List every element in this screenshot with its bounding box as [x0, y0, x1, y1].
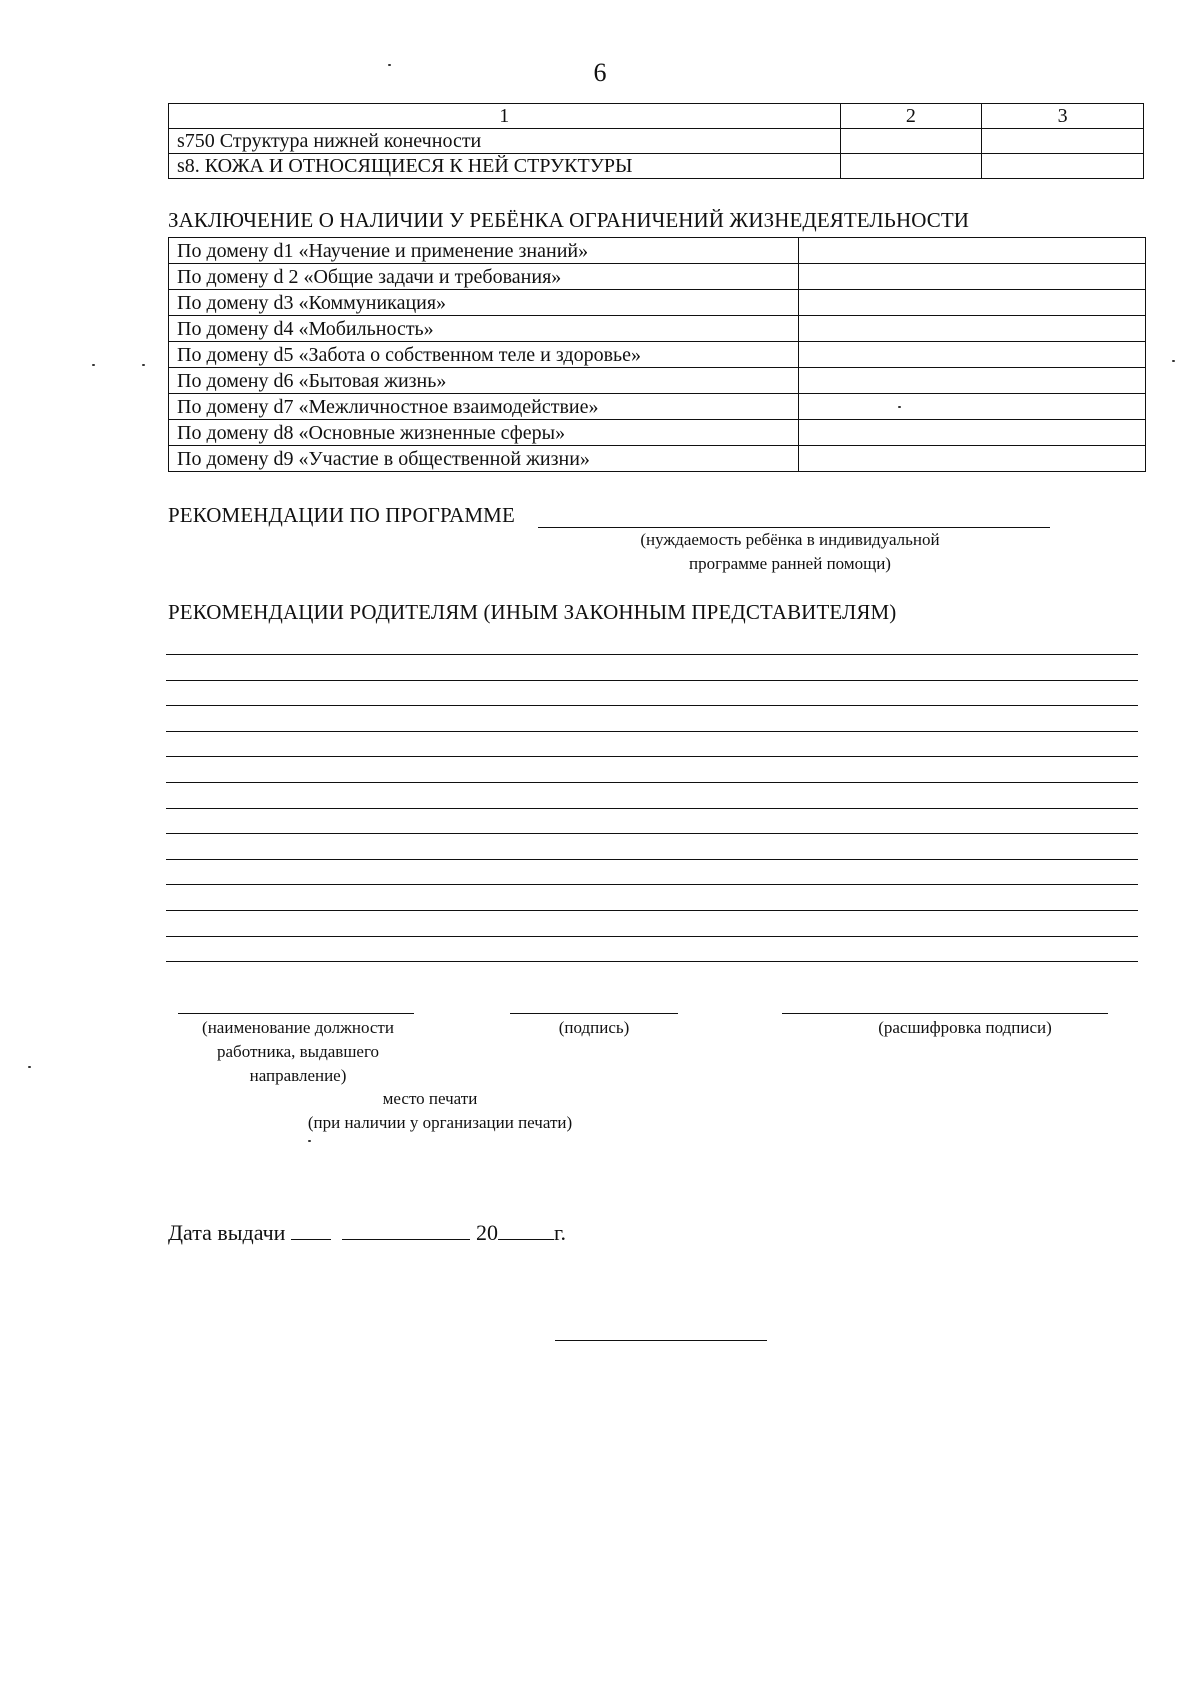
- issue-day-field[interactable]: [291, 1221, 331, 1240]
- domain-label: По домену d4 «Мобильность»: [169, 316, 799, 342]
- position-caption: [168, 1016, 428, 1088]
- scan-speck: [142, 364, 145, 366]
- ruled-line[interactable]: [166, 961, 1138, 962]
- table-row: [169, 154, 1144, 179]
- table-row: [169, 342, 1146, 368]
- note-line: программе ранней помощи): [689, 554, 891, 573]
- domain-value-cell[interactable]: [798, 394, 1145, 420]
- table-row: [169, 290, 1146, 316]
- ruled-line[interactable]: [166, 731, 1138, 732]
- position-signature-line[interactable]: [178, 1013, 414, 1014]
- ruled-line[interactable]: [166, 705, 1138, 706]
- recommendations-program-label: РЕКОМЕНДАЦИИ ПО ПРОГРАММЕ: [168, 503, 515, 527]
- scan-speck: [388, 64, 391, 66]
- issue-date-row: [168, 1220, 566, 1246]
- domain-label: По домену d6 «Бытовая жизнь»: [169, 368, 799, 394]
- domain-label: По домену d7 «Межличностное взаимодействие»: [169, 394, 799, 420]
- signature-line[interactable]: [510, 1013, 678, 1014]
- table-row: [169, 368, 1146, 394]
- table-row: [169, 238, 1146, 264]
- decoding-caption: (расшифровка подписи): [878, 1018, 1052, 1037]
- table-row: [169, 446, 1146, 472]
- caption-line: работника, выдавшего: [217, 1042, 379, 1061]
- ruled-line[interactable]: [166, 936, 1138, 937]
- domain-value-cell[interactable]: [798, 368, 1145, 394]
- conclusion-table: [168, 237, 1146, 472]
- table-row: [169, 316, 1146, 342]
- recommendations-parents-label: РЕКОМЕНДАЦИИ РОДИТЕЛЯМ (ИНЫМ ЗАКОННЫМ ПРЕДСТАВИТЕЛЯМ): [168, 600, 897, 624]
- table-header-cell: 1: [169, 104, 841, 129]
- ruled-line[interactable]: [166, 808, 1138, 809]
- domain-value-cell[interactable]: [798, 420, 1145, 446]
- stamp-place-note: (при наличии у организации печати): [307, 1113, 573, 1132]
- caption-line: направление): [249, 1066, 347, 1085]
- table-row: [169, 394, 1146, 420]
- signature-caption: (подпись): [558, 1018, 630, 1037]
- page-number: 6: [593, 58, 607, 87]
- ruled-line[interactable]: [166, 782, 1138, 783]
- structure-value-cell[interactable]: [982, 154, 1144, 179]
- note-line: (нуждаемость ребёнка в индивидуальной: [640, 530, 940, 549]
- structure-name-cell: s750 Структура нижней конечности: [169, 129, 841, 154]
- table-header-row: [169, 104, 1144, 129]
- table-header-cell: 2: [840, 104, 982, 129]
- scan-speck: [1172, 360, 1175, 362]
- ruled-line[interactable]: [166, 884, 1138, 885]
- ruled-line[interactable]: [166, 833, 1138, 834]
- ruled-line[interactable]: [166, 654, 1138, 655]
- domain-value-cell[interactable]: [798, 238, 1145, 264]
- issue-date-label: Дата выдачи: [168, 1220, 286, 1245]
- domain-value-cell[interactable]: [798, 446, 1145, 472]
- table-row: [169, 129, 1144, 154]
- structure-value-cell[interactable]: [840, 129, 982, 154]
- caption-line: (наименование должности: [202, 1018, 394, 1037]
- structure-name-cell: s8. КОЖА И ОТНОСЯЩИЕСЯ К НЕЙ СТРУКТУРЫ: [169, 154, 841, 179]
- issue-month-field[interactable]: [342, 1221, 470, 1240]
- signature-decoding-line[interactable]: [782, 1013, 1108, 1014]
- stamp-place-label: место печати: [382, 1089, 478, 1108]
- domain-label: По домену d3 «Коммуникация»: [169, 290, 799, 316]
- bottom-blank-line[interactable]: [555, 1340, 767, 1341]
- scan-speck: [898, 406, 901, 408]
- domain-label: По домену d1 «Научение и применение знаний»: [169, 238, 799, 264]
- domain-label: По домену d5 «Забота о собственном теле и здоровье»: [169, 342, 799, 368]
- table-row: [169, 420, 1146, 446]
- ruled-line[interactable]: [166, 756, 1138, 757]
- structure-value-cell[interactable]: [982, 129, 1144, 154]
- domain-value-cell[interactable]: [798, 342, 1145, 368]
- issue-year-prefix: 20: [475, 1220, 498, 1245]
- domain-value-cell[interactable]: [798, 290, 1145, 316]
- conclusion-title: ЗАКЛЮЧЕНИЕ О НАЛИЧИИ У РЕБЁНКА ОГРАНИЧЕНИЙ ЖИЗНЕДЕЯТЕЛЬНОСТИ: [168, 208, 970, 232]
- domain-label: По домену d 2 «Общие задачи и требования»: [169, 264, 799, 290]
- ruled-line[interactable]: [166, 859, 1138, 860]
- scan-speck: [92, 364, 95, 366]
- structure-value-cell[interactable]: [840, 154, 982, 179]
- issue-year-suffix: г.: [553, 1220, 566, 1245]
- issue-year-field[interactable]: [498, 1221, 554, 1240]
- scan-speck: [308, 1140, 311, 1142]
- ruled-line[interactable]: [166, 680, 1138, 681]
- structures-table: [168, 103, 1144, 179]
- domain-value-cell[interactable]: [798, 316, 1145, 342]
- domain-value-cell[interactable]: [798, 264, 1145, 290]
- domain-label: По домену d9 «Участие в общественной жизни»: [169, 446, 799, 472]
- table-row: [169, 264, 1146, 290]
- ruled-line[interactable]: [166, 910, 1138, 911]
- table-header-cell: 3: [982, 104, 1144, 129]
- recommendations-program-note: [600, 528, 980, 576]
- domain-label: По домену d8 «Основные жизненные сферы»: [169, 420, 799, 446]
- scan-speck: [28, 1066, 31, 1068]
